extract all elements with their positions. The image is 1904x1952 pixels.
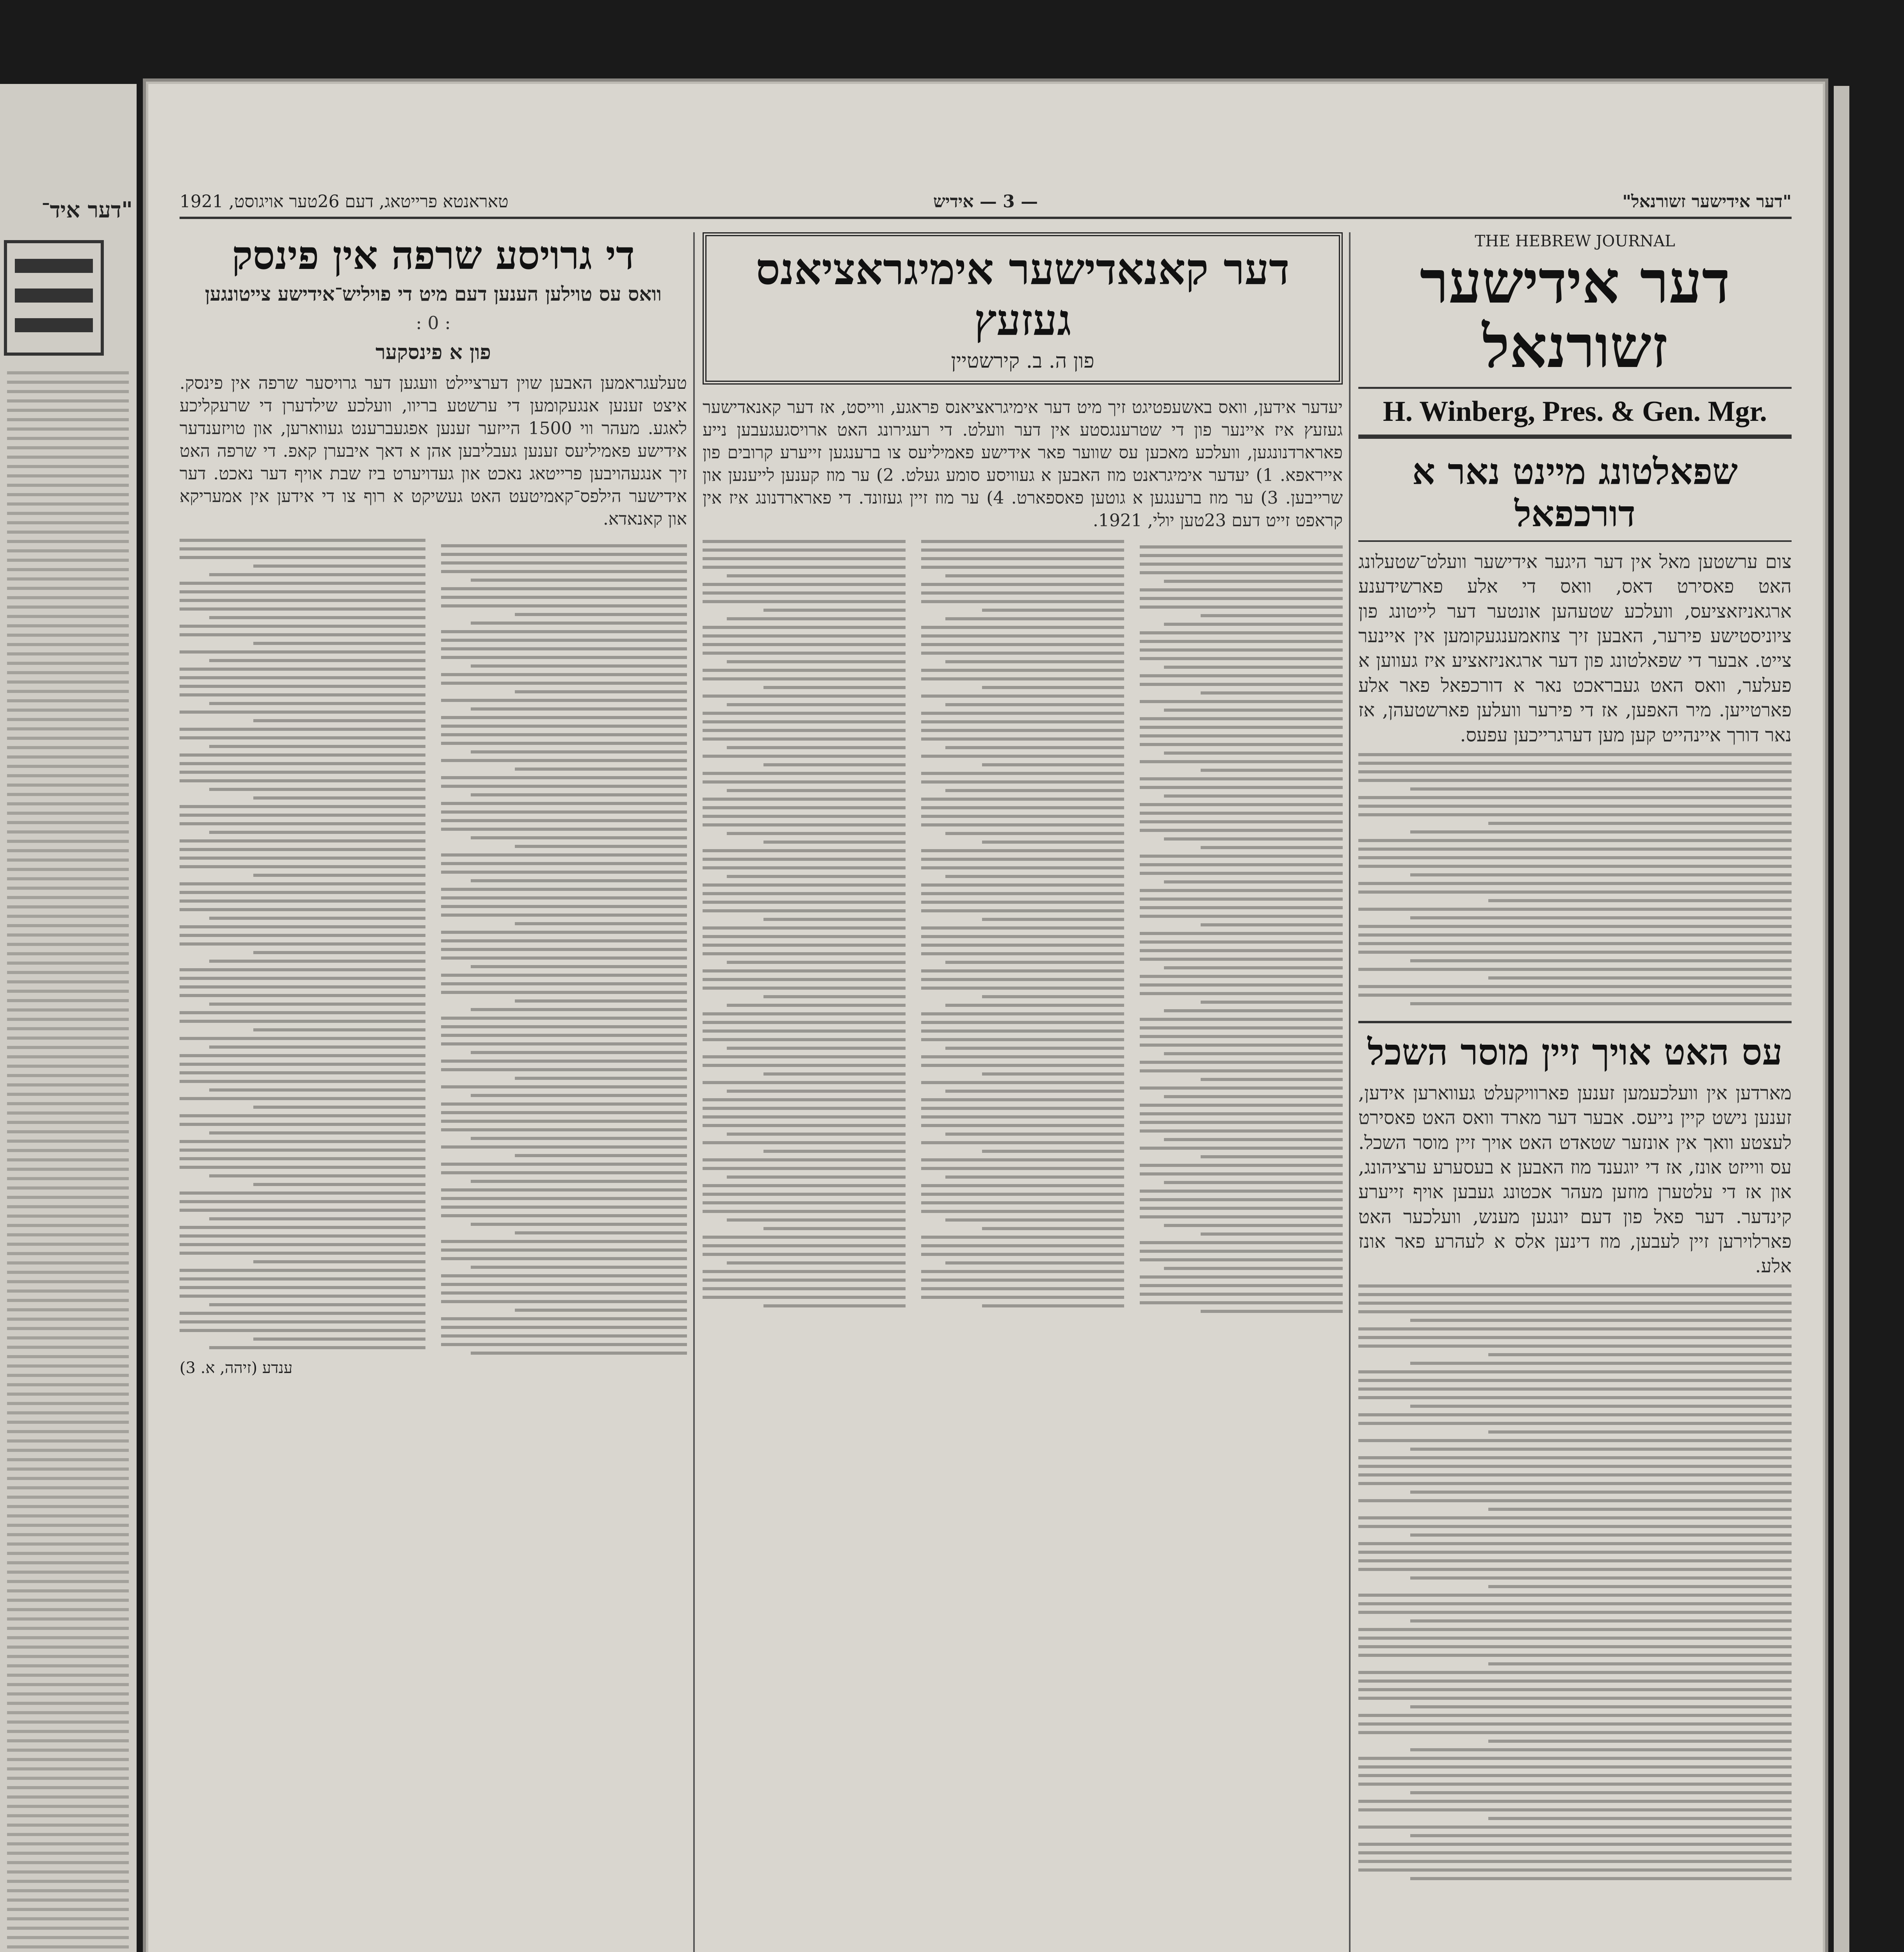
editorial-1-headline: שפאלטונג מיינט נאר א דורכפאל: [1358, 451, 1792, 542]
adjacent-page-strip: [0, 84, 137, 1952]
immigration-headline: דער קאנאדישער אימיגראציאנס געזעץ: [756, 244, 1290, 345]
editorial-2-headline: עס האט אויך זיין מוסר השכל: [1358, 1021, 1792, 1073]
page-mark: ענדע (זיהה, א. 3): [180, 1359, 293, 1377]
masthead-title: דער אידישער זשורנאל: [1420, 248, 1730, 381]
runner-paper-name: "דער אידישער זשורנאל": [1622, 192, 1792, 212]
column-immigration-article: [703, 232, 1343, 1952]
immigration-headline-box: [703, 232, 1343, 385]
masthead-label: THE HEBREW JOURNAL: [1475, 232, 1675, 250]
immigration-byline: פון ה. ב. קירשטיין: [951, 349, 1094, 373]
masthead-publisher: H. Winberg, Pres. & Gen. Mgr.: [1358, 387, 1792, 436]
pinsk-subheadline: וואס עס טוילען הענען דעם מיט די פויליש־אידישע צייטונגען: [205, 282, 662, 305]
immigration-body: יעדער אידען, וואס באשעפטיגט זיך מיט דער אימיגראציאנס פראגע, ווייסט, אז דער קאנאדישער געזעץ איז איינער פון די שטרענגסטע אין דער וועלט. די רעגירונג האט ארויסגעגעבען נייע פארארדנונגען, וועלכע מאכען עס שווער פאר אידישע פאמיליעס צו ברענגען זייערע קרובים פון אייראפא. 1) יעדער אימיגראנט מוז האבען א געוויסע סומע געלט. 2) ער מוז קענען לייענען און שרייבען. 3) ער מוז ברענגען א גוטען פאספארט. 4) ער מוז זיין געזונד. די פארארדנונג איז אין קראפט זייט דעם 23טען יולי, 1921.: [703, 397, 1343, 531]
runner-date: טאראנטא פרייטאג, דעם 26טער אויגוסט, 1921: [180, 192, 509, 212]
column-pinsk-article: [180, 232, 687, 1952]
pinsk-byline: פון א פינסקער: [375, 340, 491, 364]
pinsk-body: טעלעגראמען האבען שוין דערציילט וועגען דער גרויסער שרפה אין פינסק. איצט זענען אנגעקומען די ערשטע בריוו, וועלכע שילדערן די שרעקליכע לאגע. מעהר ווי 1500 הייזער זענען אפגעברענט געווארען, און טויזענדער אידישע פאמיליעס זענען געבליבען אהן א דאך איבערן קאפ. די שרפה האט זיך אנגעהויבען פרייטאג נאכט און געדויערט ביז שבת אויף דער נאכט. דער אידישער הילפס־קאמיטעט האט געשיקט א רוף צו די אידען אין אמעריקא און קאנאדא.: [180, 373, 687, 529]
editorial-2-body: מארדען אין וועלכעמען זענען פארוויקעלט געווארען אידען, זענען נישט קיין נייעס. אבער דער מארד וואס האט פאסירט לעצטע וואך אין אונזער שטאדט האט אויך זיין מוסר השכל. עס ווייזט אונז, אז די יוגענד מוז האבען א בעסערע ערציהונג, און אז די עלטערן מוזען מעהר אכטונג געבען אויף זייערע קינדער. דער פאל פון דעם יונגען מענש, וועלכער האט פארלוירען זיין לעבען, מוז דינען אלס א לעהרע פאר אונז אלע.: [1358, 1082, 1792, 1277]
masthead: [1358, 232, 1792, 439]
dark-margin: [1826, 0, 1904, 1952]
runner-page-number: — 3 — אידיש: [933, 192, 1038, 212]
column-editorial: [1358, 232, 1792, 1952]
newspaper-page: [148, 84, 1823, 1952]
adjacent-page-box: [4, 240, 104, 356]
separator: : 0 :: [416, 312, 451, 333]
pinsk-text-lines: [180, 539, 687, 1355]
adjacent-page-runner: "דער איד־: [41, 197, 133, 223]
editorial-1-text-lines: [1358, 753, 1792, 1005]
immigration-text-lines: [703, 540, 1343, 1313]
editorial-2-text-lines: [1358, 1284, 1792, 1880]
editorial-1-body: צום ערשטען מאל אין דער היגער אידישער וועלט־שטעלונג האט פאסירט דאס, וואס די אלע פארשידענע ארגאניזאציעס, וועלכע שטעהען אונטער דער לייטונג פון ציוניסטישע פירער, האבען זיך צוזאמענגעקומען אין איינער צייט. אבער די שפאלטונג פון דער ארגאניזאציע איז געווען א פעלער, וואס האט געבראכט נאר א דורכפאל פאר אלע פארטייען. מיר האפען, אז די פירער וועלען פארשטעהן, אז נאר דורך איינהייט קען מען דערגרייכען עפעס.: [1358, 551, 1792, 746]
page-runner: [180, 189, 1792, 219]
pinsk-headline: די גרויסע שרפה אין פינסק: [231, 232, 635, 278]
